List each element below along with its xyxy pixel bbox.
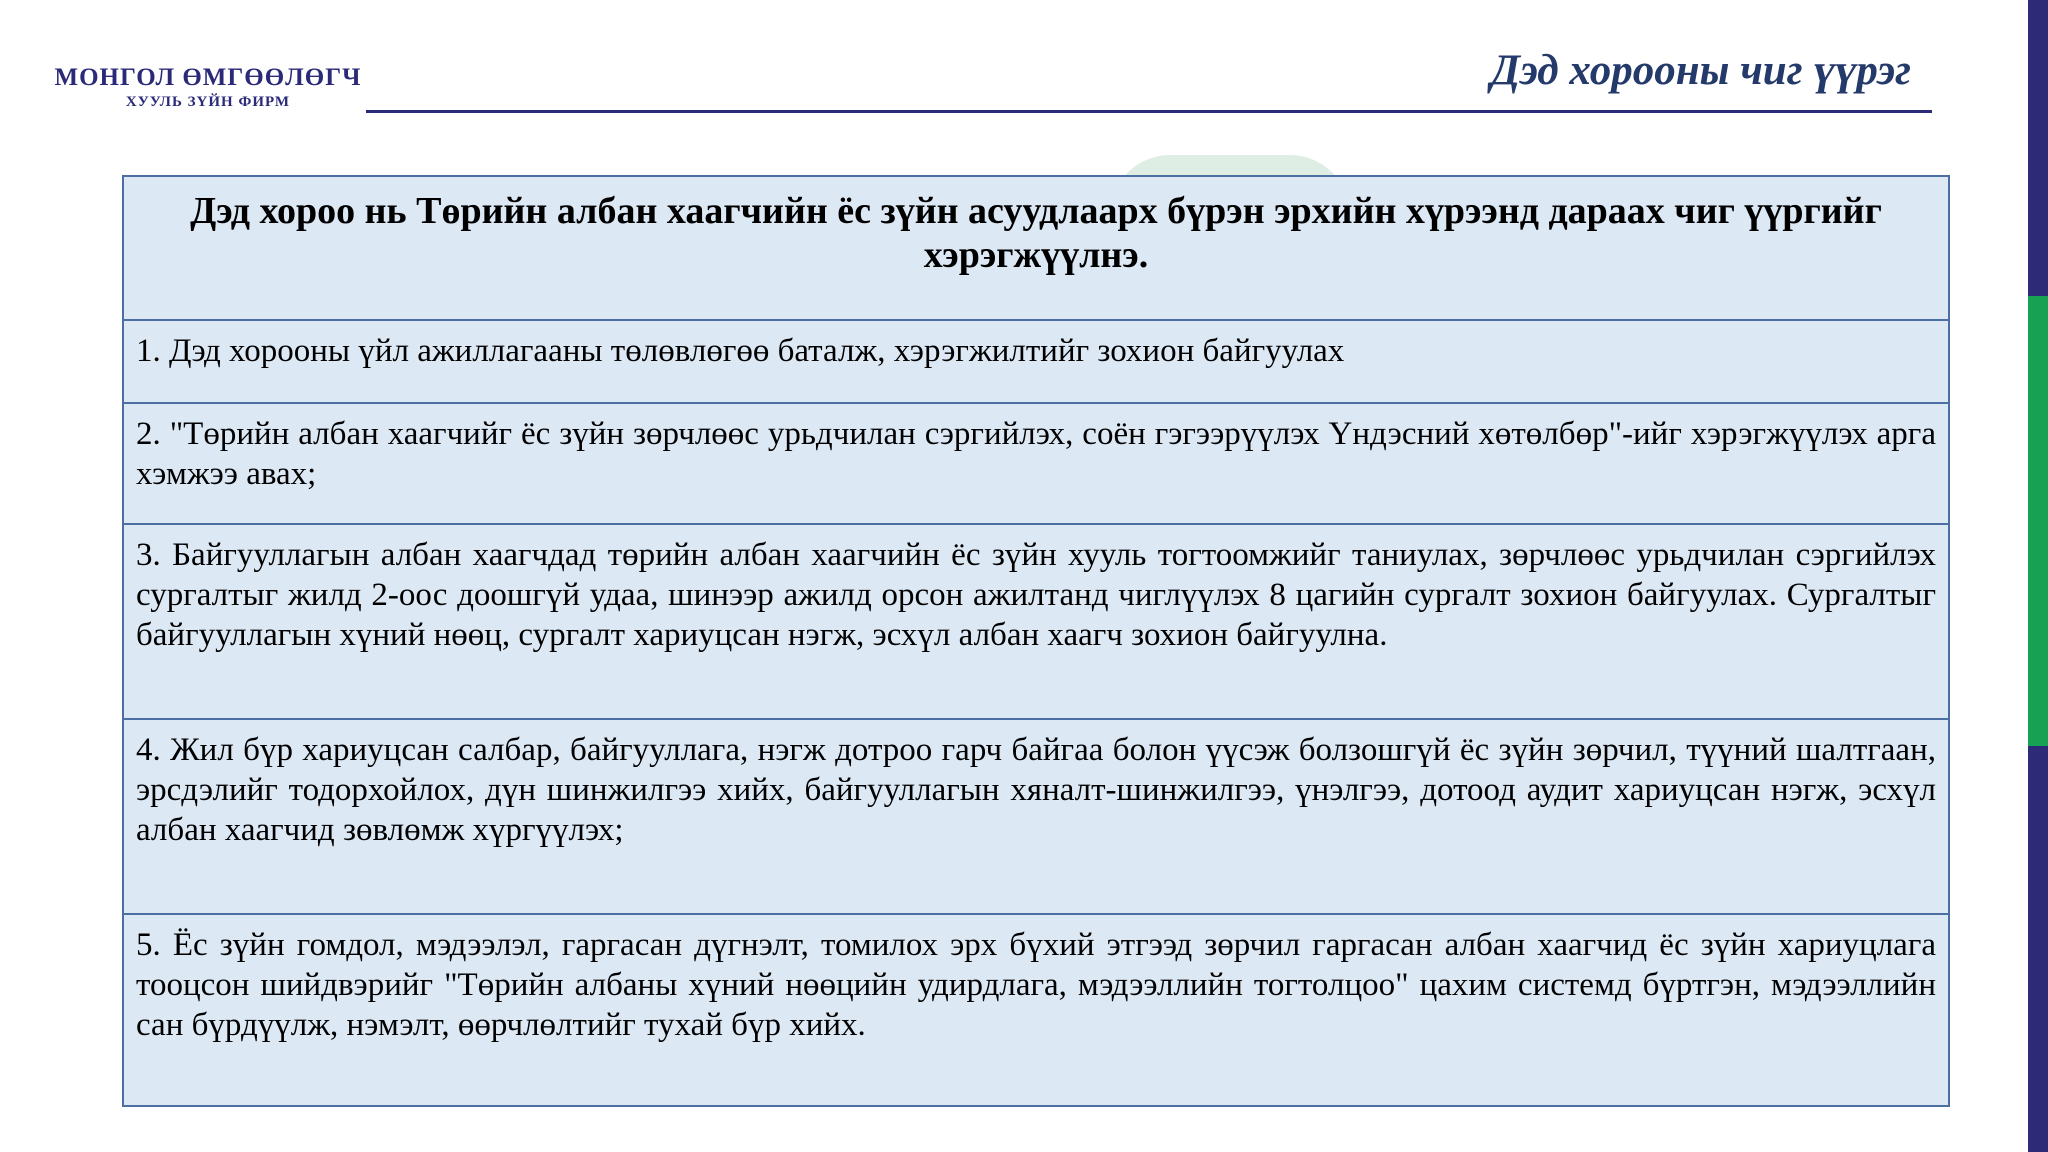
slide-title: Дэд хорооны чиг үүрэг: [1490, 47, 1911, 94]
duties-table: [122, 175, 1950, 1107]
company-logo: [48, 64, 368, 112]
table-row: 5. Ёс зүйн гомдол, мэдээлэл, гаргасан дүгнэлт, томилох эрх бүхий этгээд зөрчил гаргасан албан хаагчид ёс зүйн хариуцлага тооцсон шийдвэрийг "Төрийн албаны хүний нөөцийн удирдлага, мэдээллийн тогтолцоо" цахим системд бүртгэн, мэдээллийн сан бүрдүүлж, нэмэлт, өөрчлөлтийг тухай бүр хийх.: [136, 927, 1936, 1043]
right-accent-bar-green: [2028, 296, 2048, 746]
table-row: 4. Жил бүр хариуцсан салбар, байгууллага, нэгж дотроо гарч байгаа болон үүсэж болзошгүй ёс зүйн зөрчил, түүний шалтгаан, эрсдэлийг тодорхойлох, дүн шинжилгээ хийх, байгууллагын хяналт-шинжилгээ, үнэлгээ, дотоод аудит хариуцсан нэгж, эсхүл албан хаагчид зөвлөмж хүргүүлэх;: [124, 720, 1948, 915]
logo-name: МОНГОЛ ӨМГӨӨЛӨГЧ: [54, 64, 362, 91]
logo-subtitle: ХУУЛЬ ЗҮЙН ФИРМ: [125, 94, 291, 110]
title-underline: [366, 110, 1932, 113]
table-row: 3. Байгууллагын албан хаагчдад төрийн албан хаагчийн ёс зүйн хууль тогтоомжийг таниулах, зөрчлөөс урьдчилан сэргийлэх сургалтыг жилд 2-оос доошгүй удаа, шинээр ажилд орсон ажилтанд чиглүүлэх 8 цагийн сургалт зохион байгуулах. Сургалтыг байгууллагын хүний нөөц, сургалт хариуцсан нэгж, эсхүл албан хаагч зохион байгуулна.: [124, 525, 1948, 720]
table-heading: Дэд хороо нь Төрийн албан хаагчийн ёс зүйн асуудлаарх бүрэн эрхийн хүрээнд дараах чиг үүргийг хэрэгжүүлнэ.: [124, 177, 1948, 321]
table-row: 2. "Төрийн албан хаагчийг ёс зүйн зөрчлөөс урьдчилан сэргийлэх, соён гэгээрүүлэх Үндэсний хөтөлбөр"-ийг хэрэгжүүлэх арга хэмжээ авах;: [124, 404, 1948, 525]
table-row: 1. Дэд хорооны үйл ажиллагааны төлөвлөгөө баталж, хэрэгжилтийг зохион байгуулах: [124, 321, 1948, 404]
